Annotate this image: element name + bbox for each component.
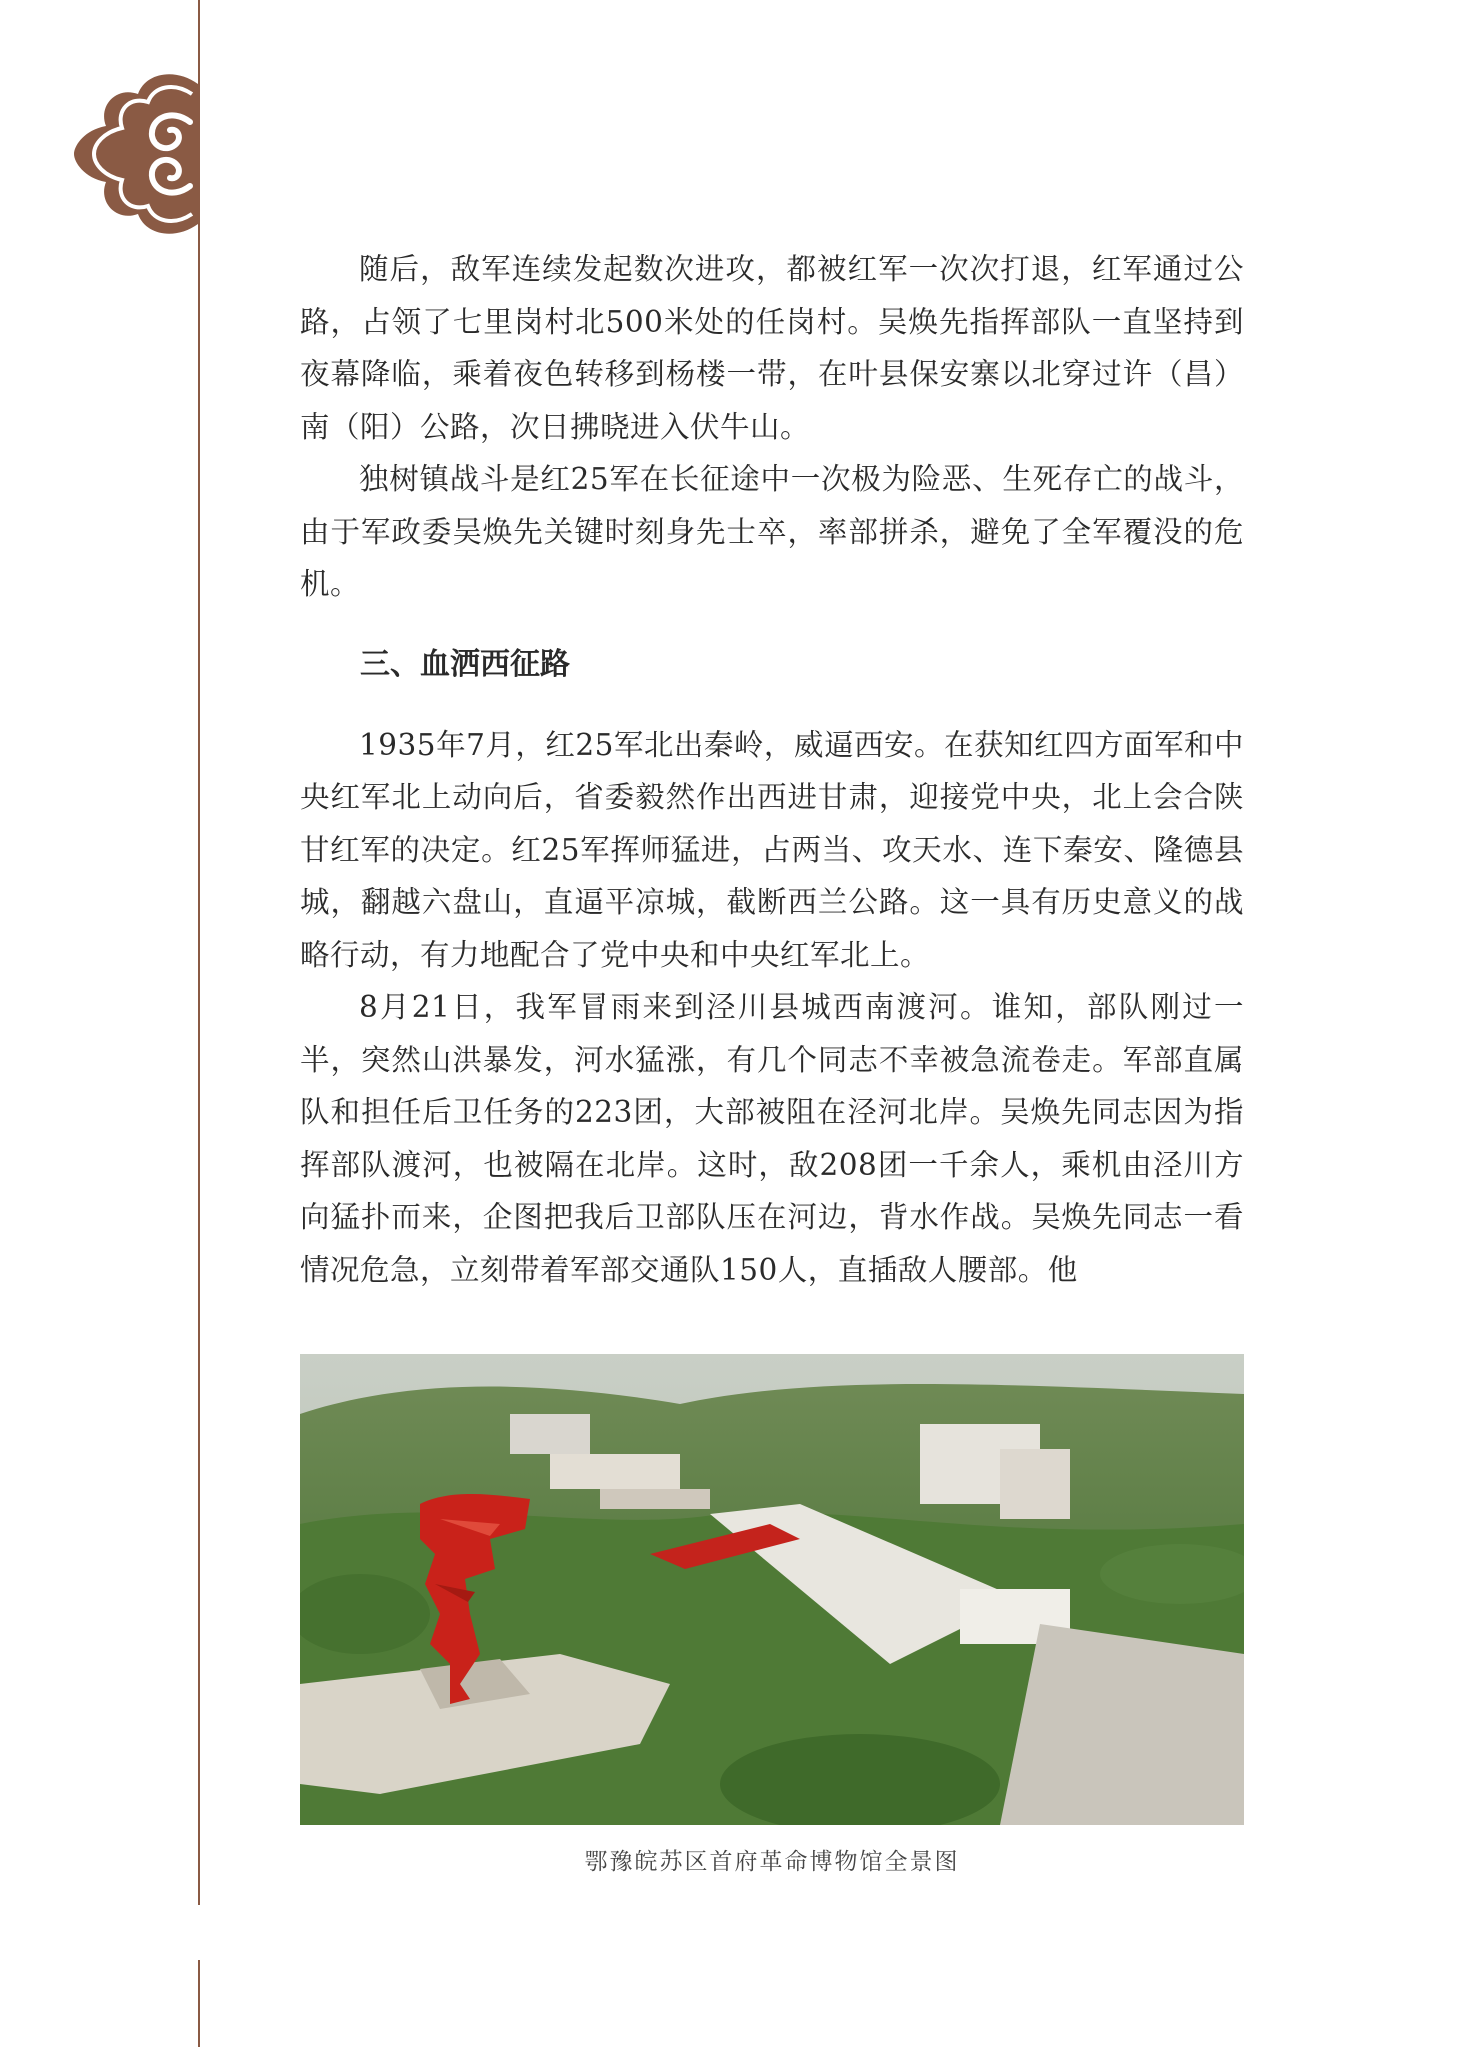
article-body [300, 243, 1244, 1296]
ruyi-cloud-icon [72, 70, 204, 238]
aerial-museum-monument-photo [300, 1354, 1244, 1825]
photo-caption: 鄂豫皖苏区首府革命博物馆全景图 [584, 1849, 960, 1875]
paragraph: 8月21日，我军冒雨来到泾川县城西南渡河。谁知，部队刚过一半，突然山洪暴发，河水猛涨，有几个同志不幸被急流卷走。军部直属队和担任后卫任务的223团，大部被阻在泾河北岸。吴焕先同志因为指挥部队渡河，也被隔在北岸。这时，敌208团一千余人，乘机由泾川方向猛扑而来，企图把我后卫部队压在河边，背水作战。吴焕先同志一看情况危急，立刻带着军部交通队150人，直插敌人腰部。他 [300, 990, 1244, 1287]
paragraph: 独树镇战斗是红25军在长征途中一次极为险恶、生死存亡的战斗，由于军政委吴焕先关键时刻身先士卒，率部拼杀，避免了全军覆没的危机。 [300, 462, 1244, 601]
section-heading: 三、血洒西征路 [360, 646, 570, 682]
paragraph: 随后，敌军连续发起数次进攻，都被红军一次次打退，红军通过公路，占领了七里岗村北500米处的任岗村。吴焕先指挥部队一直坚持到夜幕降临，乘着夜色转移到杨楼一带，在叶县保安寨以北穿过许（昌）南（阳）公路，次日拂晓进入伏牛山。 [300, 252, 1244, 444]
margin-rule-lower [198, 1960, 200, 2047]
paragraph: 1935年7月，红25军北出秦岭，威逼西安。在获知红四方面军和中央红军北上动向后，省委毅然作出西进甘肃，迎接党中央，北上会合陕甘红军的决定。红25军挥师猛进，占两当、攻天水、连下秦安、隆德县城，翻越六盘山，直逼平凉城，截断西兰公路。这一具有历史意义的战略行动，有力地配合了党中央和中央红军北上。 [300, 727, 1244, 972]
margin-rule [198, 0, 200, 1905]
